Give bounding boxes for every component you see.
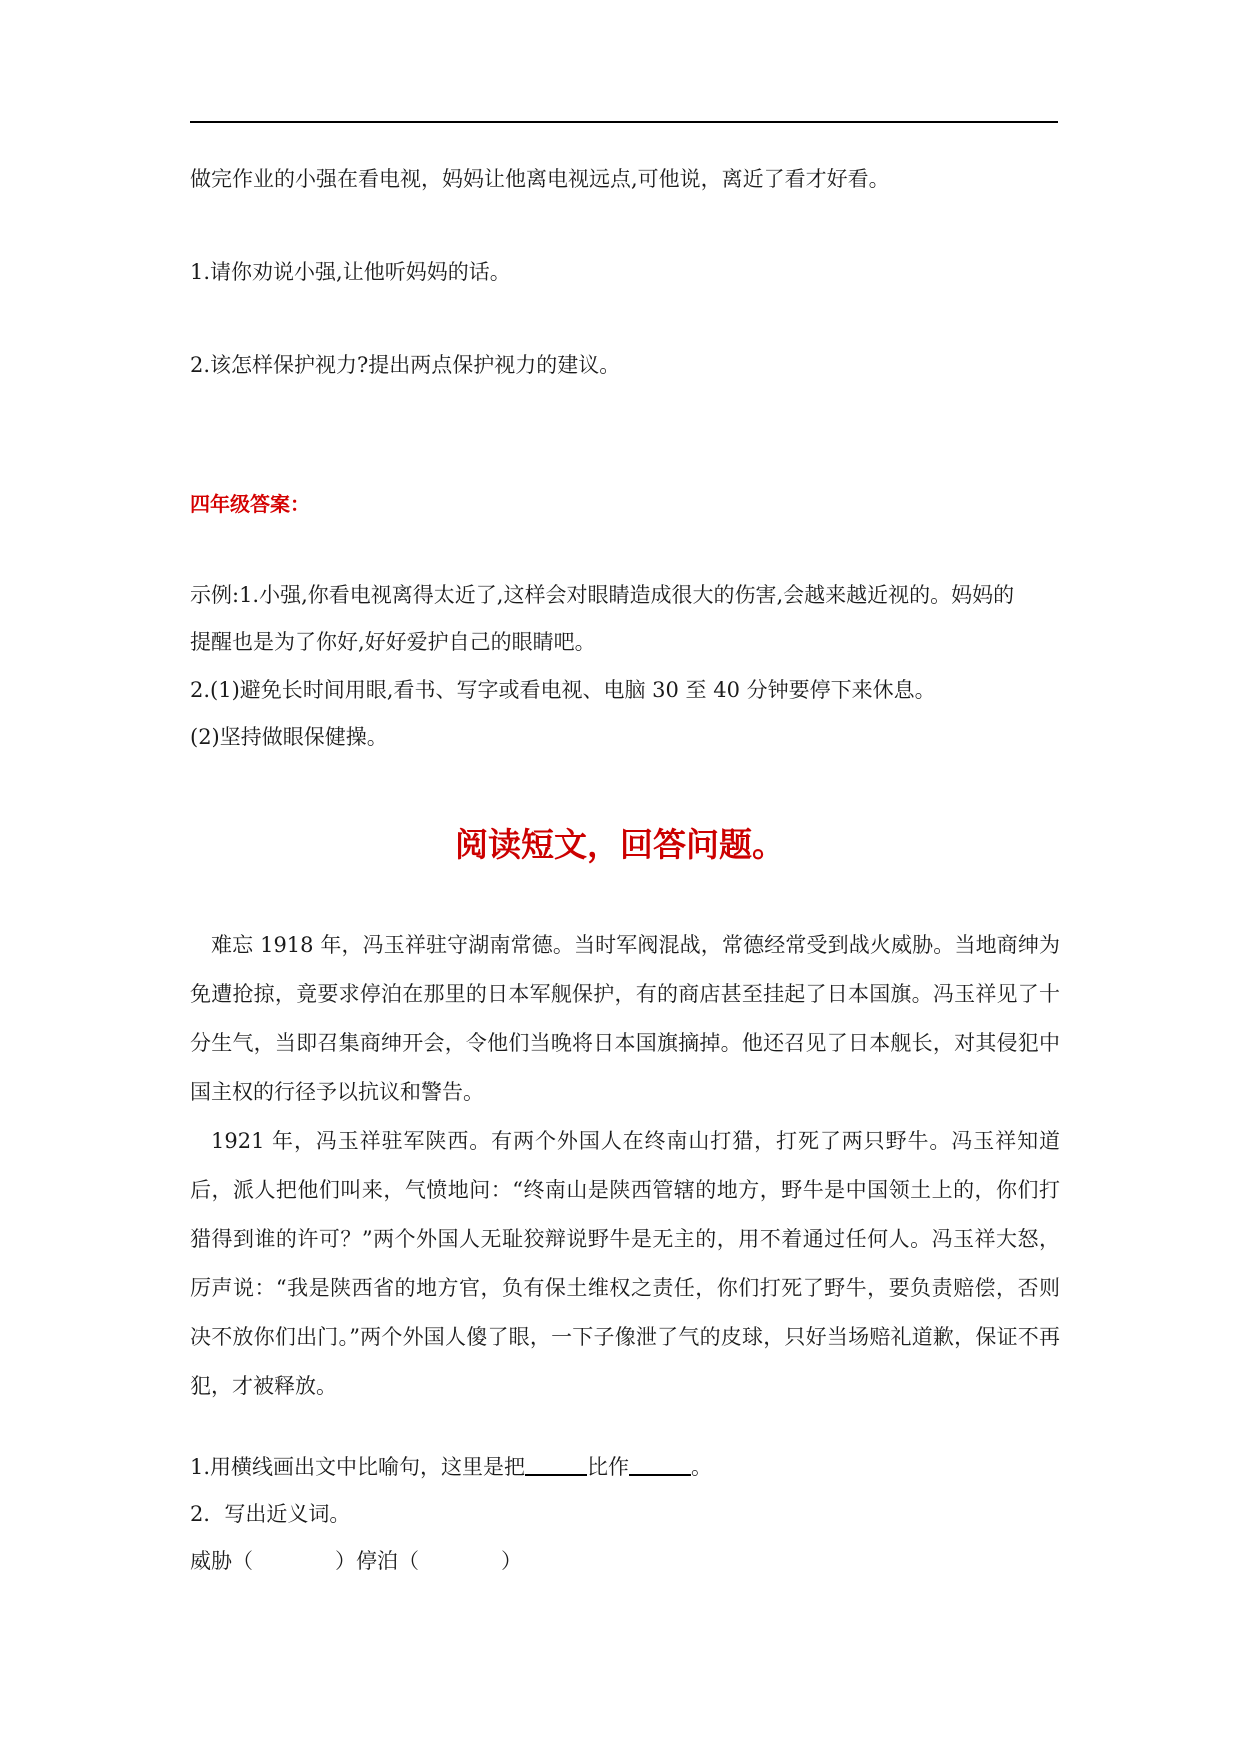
- answer-blank-2[interactable]: [629, 1452, 691, 1476]
- passage-paragraph-2: 1921 年，冯玉祥驻军陕西。有两个外国人在终南山打猎，打死了两只野牛。冯玉祥知道后，派人把他们叫来，气愤地问：“终南山是陕西管辖的地方，野牛是中国领土上的，你们打猎得到谁的许可？”两个外国人无耻狡辩说野牛是无主的，用不着通过任何人。冯玉祥大怒，厉声说：“我是陕西省的地方官，负有保土维权之责任，你们打死了野牛，要负责赔偿，否则决不放你们出门。”两个外国人傻了眼，一下子像泄了气的皮球，只好当场赔礼道歉，保证不再犯，才被释放。: [190, 1129, 1060, 1398]
- header-rule: [190, 121, 1058, 123]
- synonym-close-1: ）: [335, 1549, 356, 1573]
- question-1: 1.请你劝说小强,让他听妈妈的话。: [190, 260, 511, 284]
- passage-paragraph-1: 难忘 1918 年，冯玉祥驻守湖南常德。当时军阀混战，常德经常受到战火威胁。当地商绅为免遭抢掠，竟要求停泊在那里的日本军舰保护，有的商店甚至挂起了日本国旗。冯玉祥见了十分生气，当即召集商绅开会，令他们当晚将日本国旗摘掉。他还召见了日本舰长，对其侵犯中国主权的行径予以抗议和警告。: [190, 933, 1060, 1104]
- exercise-q1-end: 。: [691, 1455, 713, 1479]
- exercise-q1-prefix: 1.用横线画出文中比喻句，这里是把: [190, 1455, 526, 1479]
- synonym-close-2: ）: [501, 1549, 522, 1573]
- synonym-word-2: 停泊（: [356, 1549, 419, 1573]
- scenario-text: 做完作业的小强在看电视，妈妈让他离电视远点,可他说，离近了看才好看。: [190, 167, 890, 191]
- answer-blank-1[interactable]: [525, 1452, 587, 1476]
- answer-line-3: 2.(1)避免长时间用眼,看书、写字或看电视、电脑 30 至 40 分钟要停下来休息。: [190, 678, 936, 702]
- reading-heading: 阅读短文，回答问题。: [455, 825, 785, 864]
- exercise-question-2: 2．写出近义词。: [190, 1502, 351, 1526]
- question-2: 2.该怎样保护视力?提出两点保护视力的建议。: [190, 353, 621, 377]
- reading-passage: [190, 921, 1060, 1411]
- answer-line-2: 提醒也是为了你好,好好爱护自己的眼睛吧。: [190, 630, 596, 654]
- exercise-q1-middle: 比作: [587, 1455, 630, 1479]
- exercise-question-1: [190, 1452, 1060, 1482]
- answer-line-4: (2)坚持做眼保健操。: [190, 725, 388, 749]
- synonym-word-1: 威胁（: [190, 1549, 253, 1573]
- answers-title: 四年级答案：: [190, 492, 310, 516]
- answer-line-1: 示例:1.小强,你看电视离得太近了,这样会对眼睛造成很大的伤害,会越来越近视的。妈妈的: [190, 583, 1015, 607]
- exercise-question-3: [190, 1546, 1060, 1576]
